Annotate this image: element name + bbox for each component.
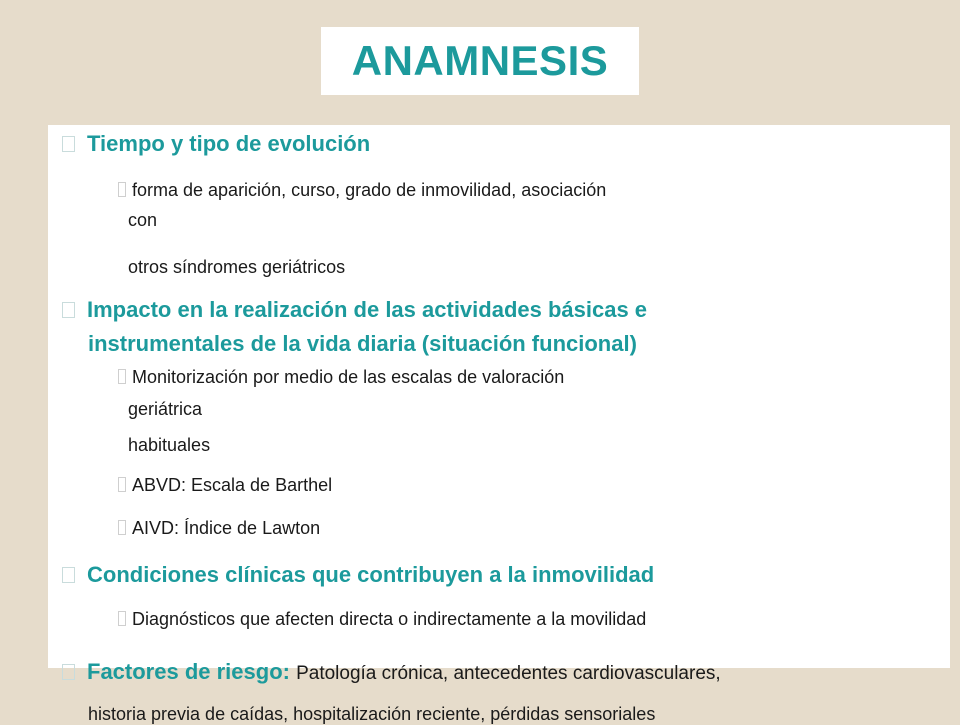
section-2-line-4: ABVD: Escala de Barthel	[132, 475, 333, 495]
section-3-line-1: Diagnósticos que afecten directa o indirectamente a la movilidad	[132, 609, 647, 629]
square-bullet-icon	[118, 182, 126, 197]
slide-title: ANAMNESIS	[351, 37, 609, 84]
section-2-line-3: habituales	[128, 435, 211, 455]
title-box	[321, 27, 639, 95]
section-2-line-4-row	[118, 475, 332, 496]
section-3-heading-row	[62, 562, 654, 588]
section-1-line-1: forma de aparición, curso, grado de inmovilidad, asociación	[132, 180, 607, 200]
section-1-heading: Tiempo y tipo de evolución	[87, 131, 371, 156]
section-1-line-2: con	[128, 210, 158, 230]
section-3-line-1-row	[118, 609, 646, 630]
section-2-line-5: AIVD: Índice de Lawton	[132, 518, 321, 538]
section-2-line-2: geriátrica	[128, 399, 203, 419]
section-1-line-3: otros síndromes geriátricos	[128, 257, 346, 277]
section-1-line-1-row	[118, 180, 606, 201]
section-4-heading-row	[62, 659, 721, 685]
square-bullet-icon	[62, 567, 75, 583]
section-2-heading-line-2: instrumentales de la vida diaria (situación funcional)	[88, 331, 637, 356]
square-bullet-icon	[62, 664, 75, 680]
section-2-heading-line-1: Impacto en la realización de las actividades básicas e	[87, 297, 648, 322]
section-4-inline-text: Patología crónica, antecedentes cardiovasculares,	[296, 663, 721, 684]
square-bullet-icon	[118, 520, 126, 535]
section-4-heading: Factores de riesgo:	[87, 659, 290, 684]
section-2-line-1-row	[118, 367, 564, 388]
square-bullet-icon	[62, 302, 75, 318]
square-bullet-icon	[118, 611, 126, 626]
square-bullet-icon	[118, 369, 126, 384]
section-3-heading: Condiciones clínicas que contribuyen a la inmovilidad	[87, 562, 655, 587]
square-bullet-icon	[62, 136, 75, 152]
section-2-heading-row	[62, 297, 647, 323]
section-4-continuation: historia previa de caídas, hospitalización reciente, pérdidas sensoriales	[88, 704, 656, 724]
section-1-heading-row	[62, 131, 370, 157]
section-2-line-5-row	[118, 518, 320, 539]
section-2-line-1: Monitorización por medio de las escalas de valoración	[132, 367, 565, 387]
square-bullet-icon	[118, 477, 126, 492]
